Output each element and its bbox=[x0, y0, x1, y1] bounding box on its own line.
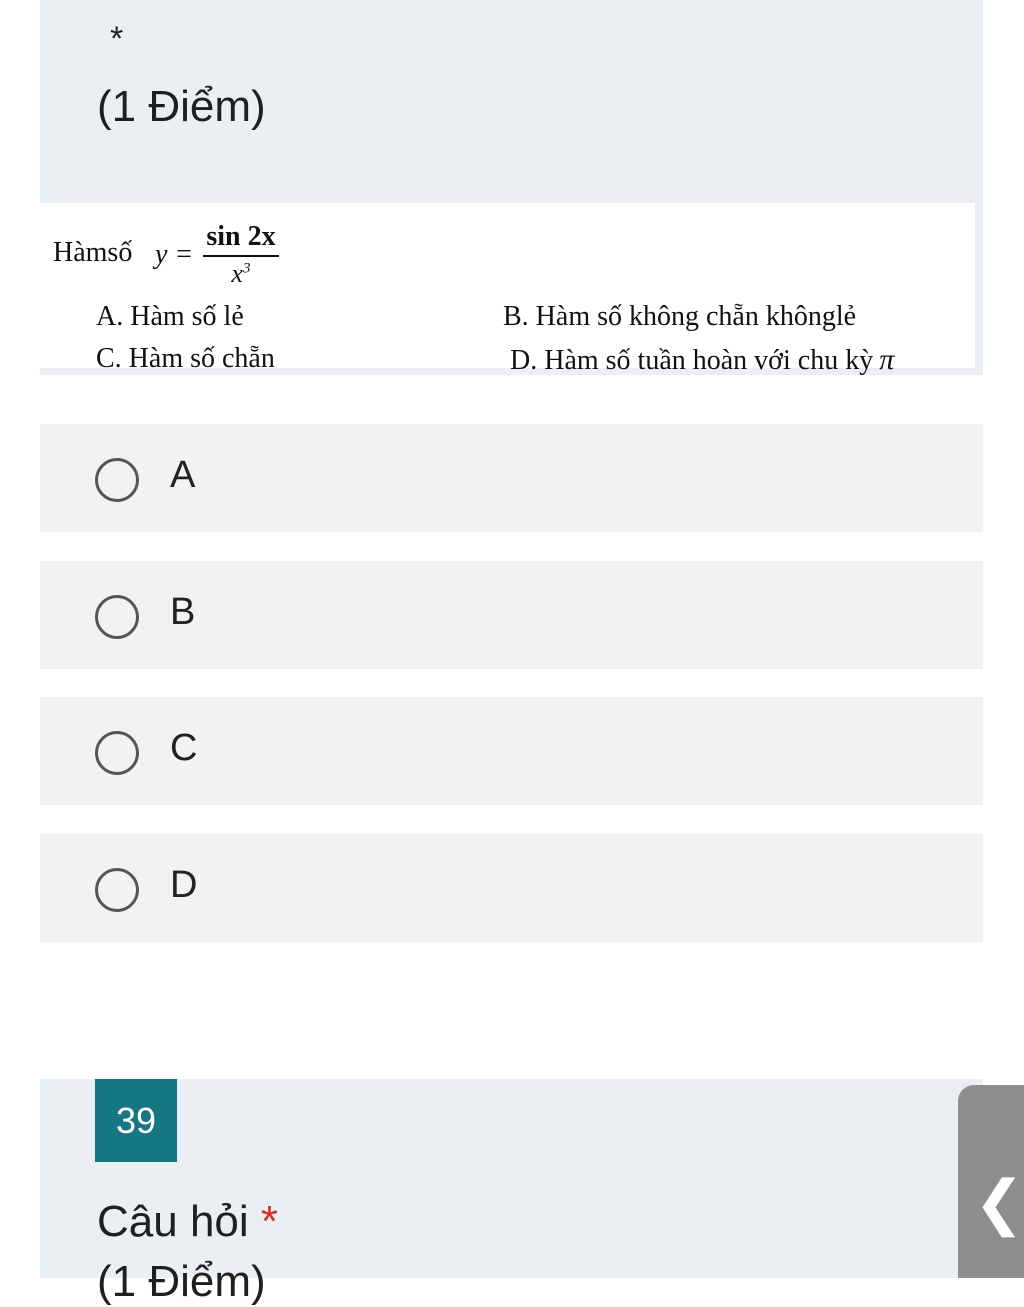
question-title: Câu hỏi * bbox=[97, 1197, 279, 1246]
radio-button[interactable] bbox=[95, 868, 139, 912]
points-label: (1 Điểm) bbox=[97, 1257, 266, 1306]
choice-option-c[interactable] bbox=[40, 697, 983, 805]
pi-symbol: π bbox=[879, 343, 895, 376]
fraction bbox=[203, 221, 278, 289]
choice-label: A bbox=[170, 454, 196, 496]
question-intro: Hàmsố bbox=[53, 237, 133, 268]
radio-button[interactable] bbox=[95, 595, 139, 639]
image-option-c: C. Hàm số chẵn bbox=[96, 343, 275, 374]
fraction-numerator: sin 2x bbox=[206, 221, 276, 252]
question-number-badge: 39 bbox=[95, 1079, 177, 1162]
formula-lhs: y = bbox=[155, 239, 194, 270]
points-label: (1 Điểm) bbox=[97, 82, 266, 131]
choice-label: B bbox=[170, 591, 196, 633]
required-asterisk: * bbox=[110, 20, 124, 58]
radio-button[interactable] bbox=[95, 458, 139, 502]
radio-button[interactable] bbox=[95, 731, 139, 775]
fraction-denominator: $x^3$ bbox=[231, 259, 251, 288]
image-option-a: A. Hàm số lẻ bbox=[96, 301, 244, 332]
image-option-b: B. Hàm số không chẵn khônglẻ bbox=[503, 301, 857, 332]
choice-option-d[interactable] bbox=[40, 834, 983, 942]
chevron-left-icon: ❮ bbox=[974, 1169, 1024, 1236]
side-panel-handle[interactable] bbox=[958, 1085, 1024, 1278]
formula bbox=[155, 221, 279, 289]
choice-option-a[interactable] bbox=[40, 424, 983, 532]
question-card-39 bbox=[40, 1079, 983, 1306]
question-card bbox=[40, 0, 983, 375]
question-image bbox=[40, 203, 975, 376]
choice-label: C bbox=[170, 727, 198, 769]
choice-option-b[interactable] bbox=[40, 561, 983, 669]
choice-label: D bbox=[170, 864, 198, 906]
required-asterisk: * bbox=[260, 1197, 279, 1246]
image-option-d: D. Hàm số tuần hoàn với chu kỳ π bbox=[510, 343, 895, 376]
